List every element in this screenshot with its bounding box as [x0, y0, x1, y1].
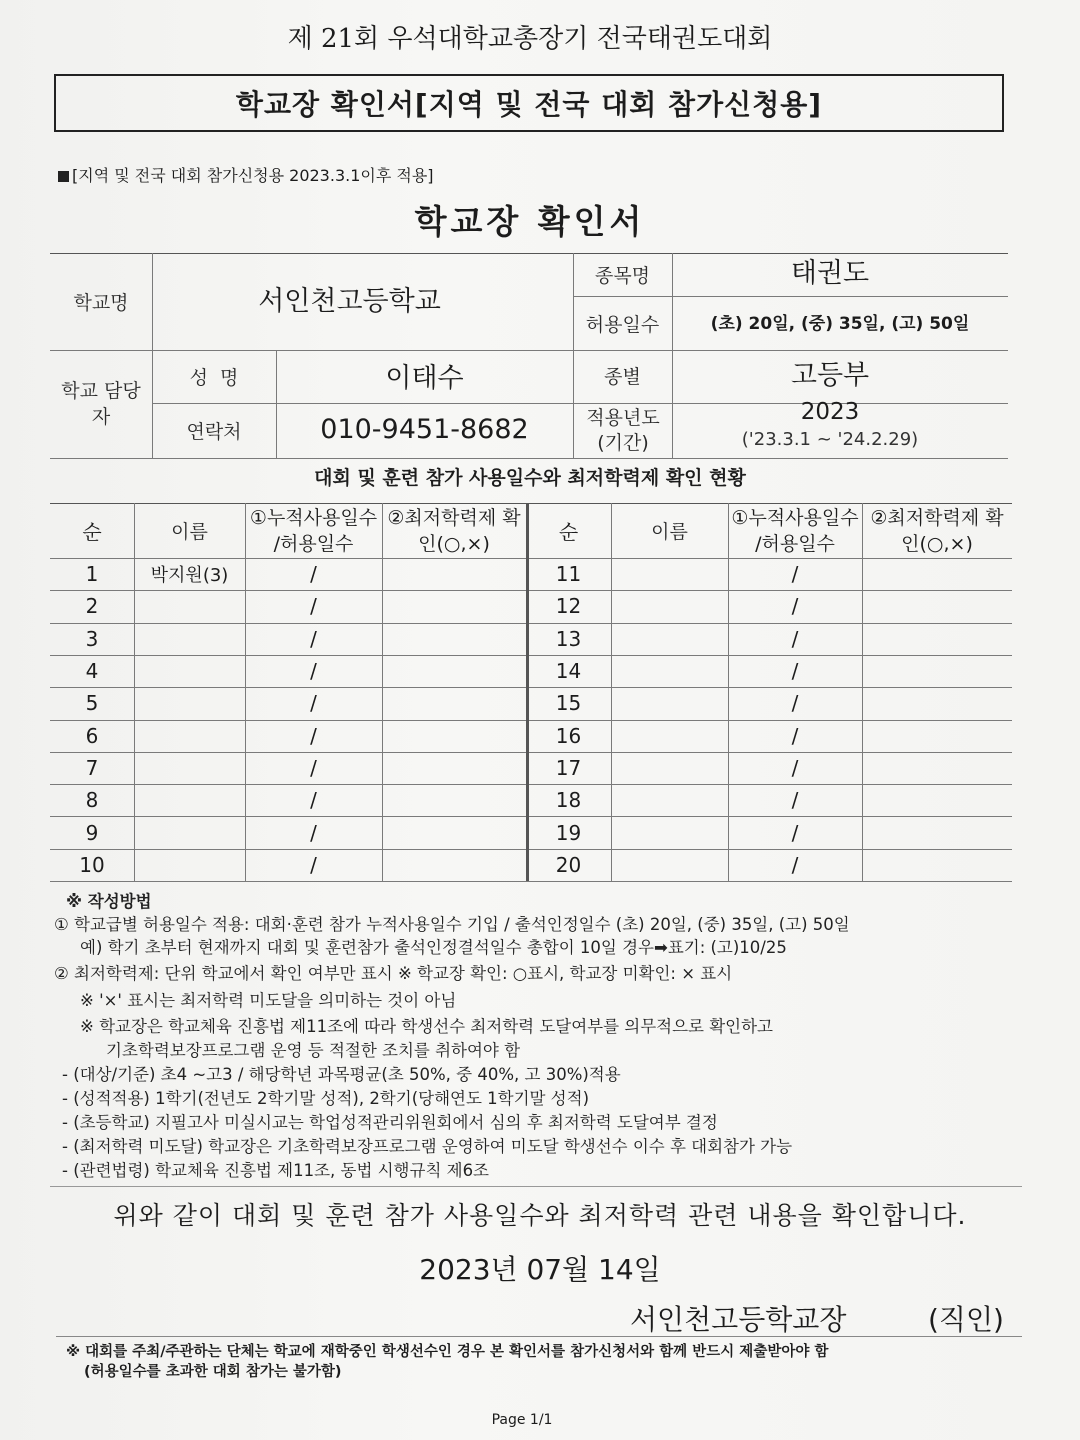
row-days-slash: /	[791, 820, 799, 845]
footer-line-2: (허용일수를 초과한 대회 참가는 불가함)	[84, 1364, 342, 1380]
row-days-slash: /	[310, 691, 317, 716]
row-name	[134, 784, 245, 816]
footer-line-1: ※ 대회를 주최/주관하는 단체는 학교에 재학중인 학생선수인 경우 본 확인서를 참가신청서와 함께 반드시 제출받아야 함	[66, 1344, 829, 1360]
row-days-slash: /	[310, 659, 317, 684]
footer-note	[66, 1342, 828, 1382]
right-header-name: 이름	[651, 521, 688, 543]
seal-placeholder: (직인)	[928, 1303, 1004, 1336]
table-rule	[50, 881, 1012, 882]
row-check-cell	[382, 720, 526, 752]
row-check-cell	[862, 590, 1012, 622]
name-label: 성 명	[189, 367, 239, 389]
section-title: 대회 및 훈련 참가 사용일수와 최저학력제 확인 현황	[314, 467, 746, 489]
contact-label: 연락처	[186, 421, 242, 443]
year-value: 2023	[800, 399, 860, 425]
row-check-cell	[862, 816, 1012, 848]
signer-name: 서인천고등학교장	[630, 1303, 847, 1336]
square-bullet-icon	[58, 171, 69, 182]
row-name	[611, 752, 728, 784]
row-check-cell	[382, 687, 526, 719]
left-header-name: 이름	[171, 521, 208, 543]
row-name	[611, 816, 728, 848]
sport-label: 종목명	[594, 265, 651, 287]
row-number: 6	[85, 723, 99, 748]
row-check-cell	[382, 784, 526, 816]
row-days-slash: /	[310, 820, 317, 845]
row-number: 13	[555, 626, 582, 651]
row-name	[134, 849, 245, 881]
row-number: 9	[85, 820, 99, 845]
left-header-no: 순	[82, 520, 102, 544]
page-number: Page 1/1	[491, 1412, 553, 1428]
row-number: 19	[555, 820, 582, 845]
row-name	[611, 784, 728, 816]
instruction-line-11: - (관련법령) 학교체육 진흥법 제11조, 동법 시행규칙 제6조	[62, 1161, 489, 1180]
row-name	[611, 623, 728, 655]
instructions-title: ※ 작성방법	[66, 892, 152, 911]
row-days-slash: /	[310, 755, 317, 780]
row-number: 10	[79, 852, 105, 877]
row-check-cell	[382, 558, 526, 590]
row-name	[611, 558, 728, 590]
row-days-slash: /	[310, 723, 317, 748]
row-days-slash: /	[791, 626, 799, 651]
row-check-cell	[382, 655, 526, 687]
year-label: 적용년도 (기간)	[586, 406, 660, 454]
row-name	[611, 687, 728, 719]
row-days-slash: /	[791, 594, 799, 619]
sport-value: 태권도	[790, 257, 870, 289]
instruction-line-7: - (대상/기준) 초4 ~고3 / 해당학년 과목평균(초 50%, 중 40%, 고 30%)적용	[62, 1065, 621, 1084]
row-check-cell	[862, 623, 1012, 655]
row-check-cell	[862, 655, 1012, 687]
document-title: 학교장 확인서	[414, 202, 646, 241]
right-header-no: 순	[558, 520, 579, 544]
row-days-slash: /	[791, 562, 799, 587]
row-name	[611, 849, 728, 881]
row-name	[134, 816, 245, 848]
row-number: 12	[555, 594, 582, 619]
row-number: 14	[555, 659, 582, 684]
row-days-slash: /	[791, 659, 799, 684]
name-value: 이태수	[385, 362, 464, 394]
allow-label: 허용일수	[585, 313, 660, 336]
row-check-cell	[382, 752, 526, 784]
row-number: 18	[555, 788, 582, 813]
right-header-check: ②최저학력제 확인(○,×)	[870, 506, 1004, 555]
box-title	[54, 74, 1004, 132]
row-name	[134, 623, 245, 655]
row-days-slash: /	[310, 594, 317, 619]
division-label: 종별	[604, 365, 641, 388]
row-check-cell	[382, 816, 526, 848]
instruction-line-1: ① 학교급별 허용일수 적용: 대회·훈련 참가 누적사용일수 기입 / 출석인정일수 (초) 20일, (중) 35일, (고) 50일	[54, 915, 850, 934]
row-number: 2	[85, 594, 99, 619]
manager-label: 학교 담당자	[61, 380, 141, 428]
row-number: 3	[85, 626, 99, 651]
row-number: 15	[555, 691, 582, 716]
row-name	[134, 687, 245, 719]
row-days-slash: /	[791, 691, 799, 716]
box-title-text: 학교장 확인서[지역 및 전국 대회 참가신청용]	[235, 88, 823, 121]
row-days-slash: /	[310, 626, 317, 651]
row-name	[134, 720, 245, 752]
row-check-cell	[862, 784, 1012, 816]
issue-date: 2023년 07월 14일	[419, 1253, 661, 1286]
row-days-slash: /	[310, 788, 317, 813]
row-number: 8	[85, 788, 99, 813]
right-header-days: ①누적사용일수 /허용일수	[731, 506, 859, 555]
instruction-line-6: 기초학력보장프로그램 운영 등 적절한 조치를 취하여야 함	[106, 1041, 521, 1060]
row-check-cell	[382, 849, 526, 881]
instruction-line-10: - (최저학력 미도달) 학교장은 기초학력보장프로그램 운영하여 미도달 학생선수 이수 후 대회참가 가능	[62, 1137, 793, 1156]
row-check-cell	[862, 687, 1012, 719]
row-name	[134, 752, 245, 784]
row-number: 4	[85, 659, 99, 684]
row-check-cell	[862, 752, 1012, 784]
row-number: 1	[85, 562, 99, 587]
row-days-slash: /	[310, 852, 317, 877]
instruction-line-4: ※ '×' 표시는 최저학력 미도달을 의미하는 것이 아님	[80, 991, 457, 1010]
row-number: 5	[85, 691, 99, 716]
instruction-line-8: - (성적적용) 1학기(전년도 2학기말 성적), 2학기(당해연도 1학기말 성적)	[62, 1089, 590, 1108]
confirmation-text: 위와 같이 대회 및 훈련 참가 사용일수와 최저학력 관련 내용을 확인합니다.	[113, 1201, 967, 1230]
row-days-slash: /	[310, 562, 317, 587]
period-value: ('23.3.1 ~ '24.2.29)	[741, 428, 919, 450]
row-number: 11	[555, 562, 582, 587]
allow-value: (초) 20일, (중) 35일, (고) 50일	[710, 313, 970, 334]
row-name	[611, 590, 728, 622]
row-check-cell	[382, 590, 526, 622]
row-check-cell	[382, 623, 526, 655]
left-header-check: ②최저학력제 확인(○,×)	[387, 506, 521, 555]
row-days-slash: /	[791, 788, 799, 813]
row-days-slash: /	[791, 723, 799, 748]
row-check-cell	[862, 558, 1012, 590]
row-number: 17	[555, 755, 582, 780]
row-number: 20	[555, 852, 582, 877]
division-value: 고등부	[790, 359, 870, 391]
instruction-line-9: - (초등학교) 지필고사 미실시교는 학업성적관리위원회에서 심의 후 최저학력 도달여부 결정	[62, 1113, 718, 1132]
applicability-note	[58, 163, 434, 186]
left-header-days: ①누적사용일수 /허용일수	[249, 506, 378, 555]
row-number: 16	[555, 723, 582, 748]
row-name: 박지원(3)	[150, 565, 229, 587]
instruction-line-3: ② 최저학력제: 단위 학교에서 확인 여부만 표시 ※ 학교장 확인: ○표시, 학교장 미확인: × 표시	[54, 964, 733, 983]
row-check-cell	[862, 720, 1012, 752]
row-days-slash: /	[791, 852, 799, 877]
row-name	[611, 655, 728, 687]
instruction-line-5: ※ 학교장은 학교체육 진흥법 제11조에 따라 학생선수 최저학력 도달여부를 의무적으로 확인하고	[80, 1017, 773, 1036]
row-days-slash: /	[791, 755, 799, 780]
row-name	[134, 655, 245, 687]
school-value: 서인천고등학교	[258, 285, 441, 317]
applicability-note-text: [지역 및 전국 대회 참가신청용 2023.3.1이후 적용]	[72, 166, 434, 185]
event-title: 제 21회 우석대학교총장기 전국태권도대회	[287, 24, 773, 54]
contact-value: 010-9451-8682	[320, 413, 529, 445]
row-name	[134, 590, 245, 622]
row-name	[611, 720, 728, 752]
row-number: 7	[85, 755, 99, 780]
school-label: 학교명	[73, 292, 129, 314]
instruction-line-2: 예) 학기 초부터 현재까지 대회 및 훈련참가 출석인정결석일수 총합이 10일 경우➡표기: (고)10/25	[80, 938, 787, 957]
row-check-cell	[862, 849, 1012, 881]
